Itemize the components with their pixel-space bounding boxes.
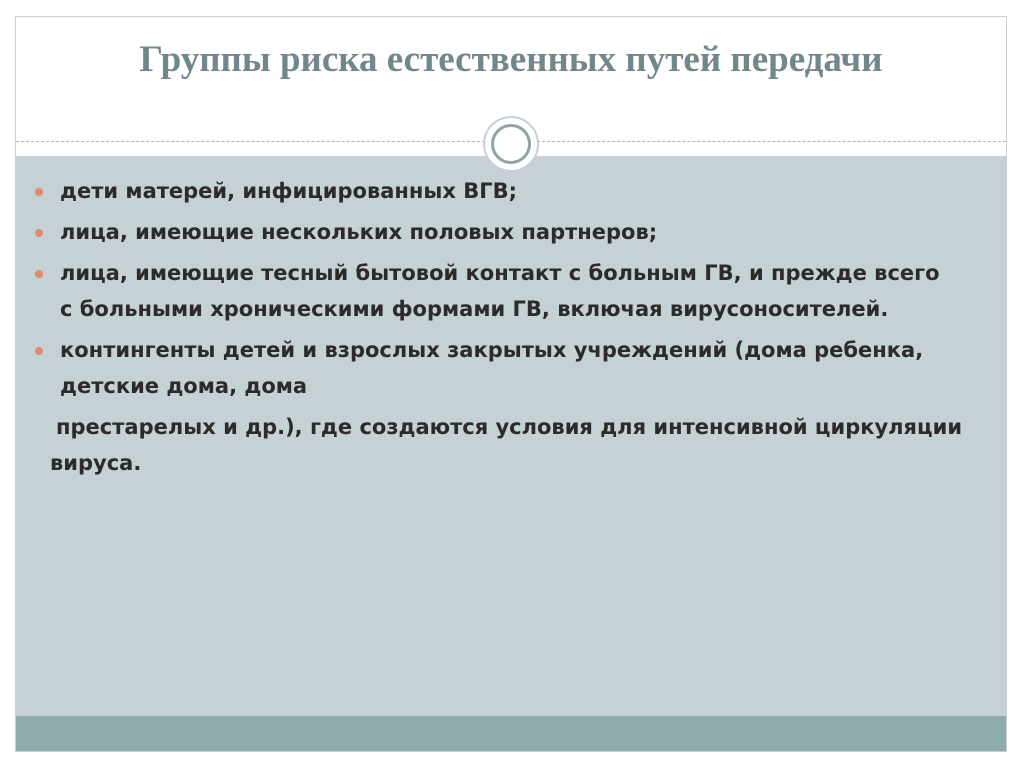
slide [15,16,1007,752]
bullet-dot-icon [35,270,43,278]
bullet-text: лица, имеющие нескольких половых партнеров; [60,220,658,244]
footer-bar [16,716,1006,751]
slide-title: Группы риска естественных путей передачи [139,39,883,80]
list-item [28,173,988,209]
continuation-line-1: престарелых и др.), где создаются условия для интенсивной циркуляции [56,415,963,439]
bullet-dot-icon [35,347,43,355]
continuation-paragraph [28,409,988,481]
continuation-line-2: вируса. [50,451,142,475]
circle-ring [491,124,531,164]
list-item [28,214,988,250]
bullet-dot-icon [35,229,43,237]
bullet-text: дети матерей, инфицированных ВГВ; [60,179,518,203]
list-item [28,255,988,327]
bullet-text: лица, имеющие тесный бытовой контакт с больным ГВ, и прежде всего с больными хроническими формами ГВ, включая вирусоносителей. [60,261,940,321]
bullet-text: контингенты детей и взрослых закрытых учреждений (дома ребенка, детские дома, дома [60,338,924,398]
bullet-list [28,173,988,481]
list-item [28,332,988,404]
circle-ornament-icon [483,116,539,172]
bullet-dot-icon [35,188,43,196]
